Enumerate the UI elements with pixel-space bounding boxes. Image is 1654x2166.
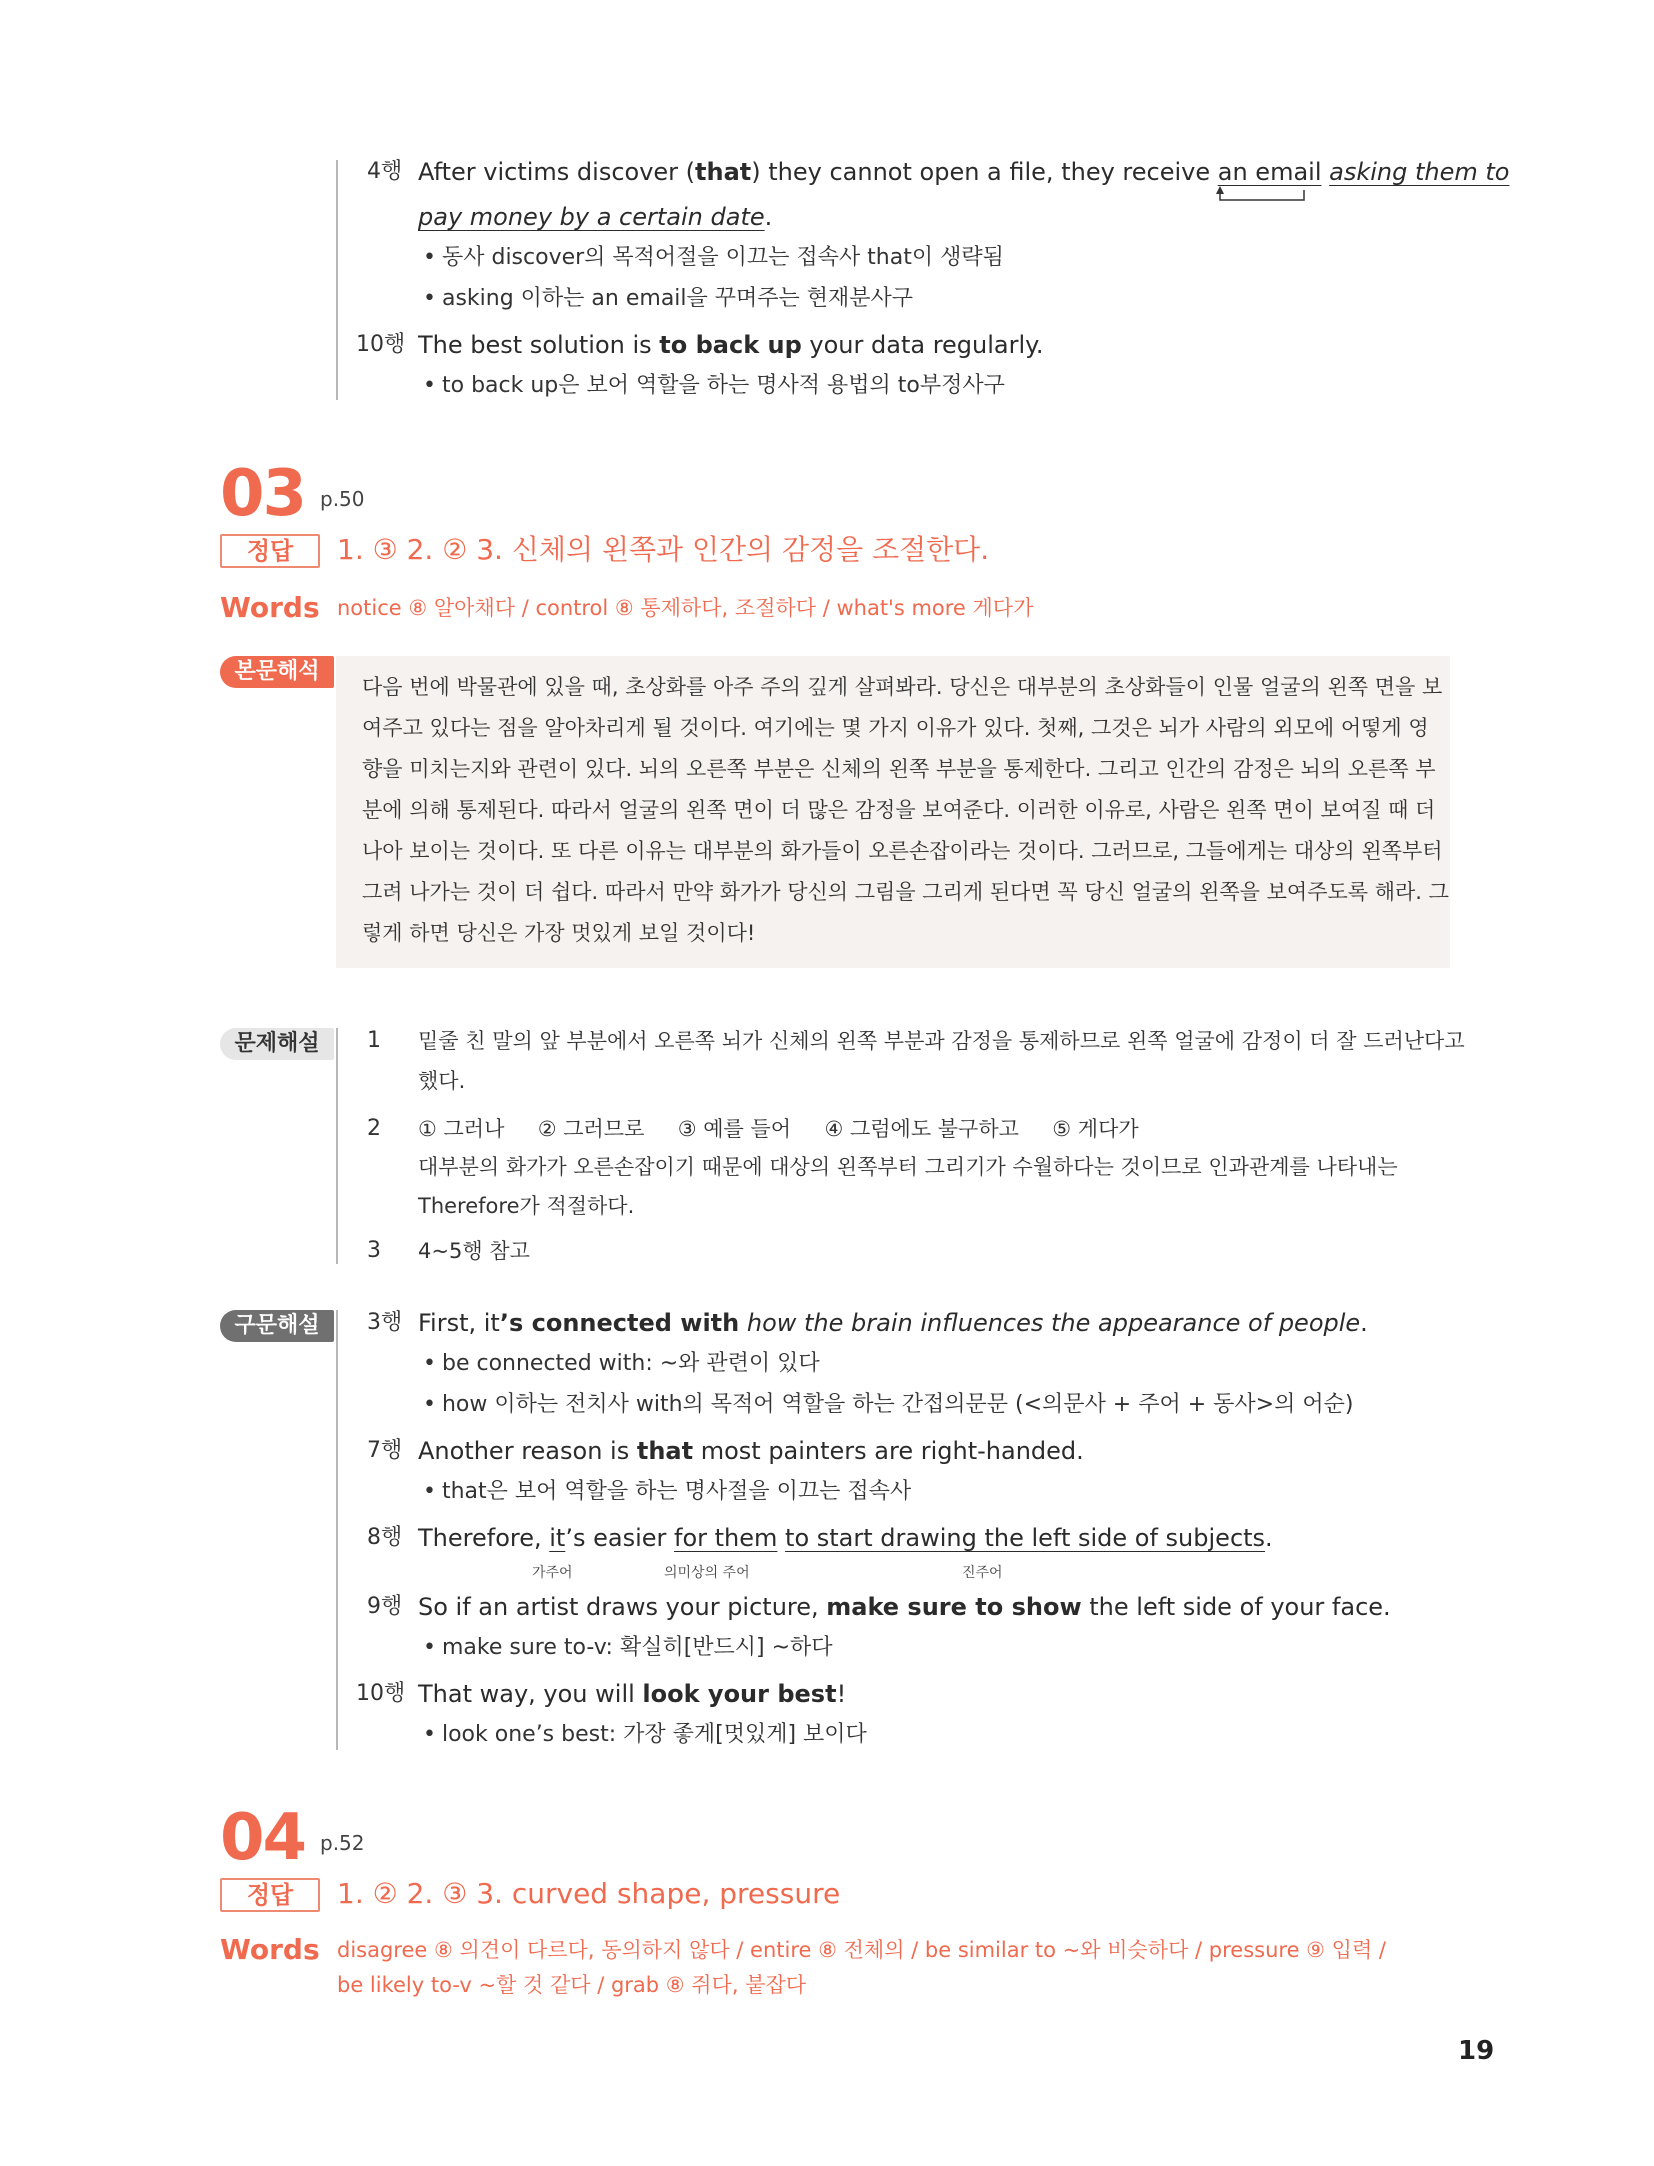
translation-line: 렇게 하면 당신은 가장 멋있게 보일 것이다! — [362, 921, 756, 945]
syntax-sentence-7: Another reason is that most painters are right-handed. — [418, 1437, 1084, 1465]
words-text-03: notice ⑧ 알아채다 / control ⑧ 통제하다, 조절하다 / what's more 게다가 — [337, 596, 1034, 620]
sentence-line-10: The best solution is to back up your data regularly. — [418, 331, 1044, 359]
q2-line: Therefore가 적절하다. — [418, 1194, 635, 1218]
words-text-04: disagree ⑧ 의견이 다르다, 동의하지 않다 / entire ⑧ 전체의 / be similar to ~와 비슷하다 / pressure ⑨ 입력 / — [337, 1938, 1386, 1962]
q3-number: 3 — [367, 1238, 381, 1263]
q2-line: 대부분의 화가가 오른손잡이기 때문에 대상의 왼쪽부터 그리기가 수월하다는 것이므로 인과관계를 나타내는 — [418, 1155, 1398, 1179]
real-subject-label: 진주어 — [962, 1565, 1003, 1581]
q2-number: 2 — [367, 1116, 381, 1141]
answer-text-03: 1. ③ 2. ② 3. 신체의 왼쪽과 인간의 감정을 조절한다. — [337, 533, 990, 566]
answer-label-04: 정답 — [220, 1878, 320, 1912]
line-ref-10: 10행 — [356, 332, 406, 357]
section-number-04: 04 — [220, 1801, 306, 1875]
sentence-line-4-cont: pay money by a certain date. — [418, 203, 773, 231]
syntax-line-ref-3: 3행 — [367, 1310, 403, 1335]
dummy-subject-label: 가주어 — [532, 1565, 573, 1581]
syntax-sentence-8: Therefore, it’s easier for them to start drawing the left side of subjects. — [418, 1524, 1273, 1552]
section-number-03: 03 — [220, 457, 306, 531]
words-label-04: Words — [220, 1933, 320, 1966]
syntax-sentence-3: First, it’s connected with how the brain influences the appearance of people. — [418, 1309, 1368, 1337]
sentence-line-4: After victims discover (that) they cannot open a file, they receive an email asking them to — [418, 158, 1510, 186]
syntax-rule — [336, 1310, 338, 1750]
top-block-rule — [336, 160, 338, 400]
note-discover: • 동사 discover의 목적어절을 이끄는 접속사 that이 생략됨 — [423, 243, 1004, 273]
note-to-back-up: • to back up은 보어 역할을 하는 명사적 용법의 to부정사구 — [423, 371, 1005, 401]
syntax-line-ref-8: 8행 — [367, 1525, 403, 1550]
translation-line: 나아 보이는 것이다. 또 다른 이유는 대부분의 화가들이 오른손잡이라는 것이다. 그러므로, 그들에게는 대상의 왼쪽부터 — [362, 839, 1443, 863]
syntax-line-ref-10: 10행 — [356, 1681, 406, 1706]
syntax-label: 구문해설 — [220, 1310, 334, 1342]
translation-line: 다음 번에 박물관에 있을 때, 초상화를 아주 주의 깊게 살펴봐라. 당신은 대부분의 초상화들이 인물 얼굴의 왼쪽 면을 보 — [362, 675, 1443, 699]
section-page-ref-04: p.52 — [320, 1831, 365, 1855]
sense-subject-label: 의미상의 주어 — [664, 1565, 750, 1581]
syntax-note: • that은 보어 역할을 하는 명사절을 이끄는 접속사 — [423, 1477, 911, 1507]
words-text-04: be likely to-v ~할 것 같다 / grab ⑧ 쥐다, 붙잡다 — [337, 1973, 807, 1997]
answer-label-03: 정답 — [220, 534, 320, 568]
note-asking: • asking 이하는 an email을 꾸며주는 현재분사구 — [423, 284, 913, 314]
syntax-note: • look one’s best: 가장 좋게[멋있게] 보이다 — [423, 1720, 867, 1750]
syntax-sentence-10: That way, you will look your best! — [418, 1680, 847, 1708]
translation-line: 분에 의해 통제된다. 따라서 얼굴의 왼쪽 면이 더 많은 감정을 보여준다. 이러한 이유로, 사람은 왼쪽 면이 보여질 때 더 — [362, 798, 1436, 822]
syntax-note: • be connected with: ~와 관련이 있다 — [423, 1349, 820, 1379]
translation-box — [336, 656, 1450, 968]
section-page-ref-03: p.50 — [320, 487, 365, 511]
translation-line: 여주고 있다는 점을 알아차리게 될 것이다. 여기에는 몇 가지 이유가 있다. 첫째, 그것은 뇌가 사람의 외모에 어떻게 영 — [362, 716, 1429, 740]
q1-line: 밑줄 친 말의 앞 부분에서 오른쪽 뇌가 신체의 왼쪽 부분과 감정을 통제하므로 왼쪽 얼굴에 감정이 더 잘 드러난다고 — [418, 1029, 1465, 1053]
syntax-sentence-9: So if an artist draws your picture, make sure to show the left side of your face. — [418, 1593, 1391, 1621]
q1-number: 1 — [367, 1028, 381, 1053]
syntax-note: • make sure to-v: 확실히[반드시] ~하다 — [423, 1633, 833, 1663]
translation-line: 향을 미치는지와 관련이 있다. 뇌의 오른쪽 부분은 신체의 왼쪽 부분을 통제한다. 그리고 인간의 감정은 뇌의 오른쪽 부 — [362, 757, 1436, 781]
page-number: 19 — [1458, 2036, 1495, 2066]
q3-text: 4~5행 참고 — [418, 1239, 530, 1263]
line-ref-4: 4행 — [367, 159, 403, 184]
translation-label: 본문해석 — [220, 656, 334, 688]
answer-text-04: 1. ② 2. ③ 3. curved shape, pressure — [337, 1877, 841, 1910]
q1-line: 했다. — [418, 1069, 466, 1093]
syntax-line-ref-9: 9행 — [367, 1594, 403, 1619]
syntax-note: • how 이하는 전치사 with의 목적어 역할을 하는 간접의문문 (<의문사 + 주어 + 동사>의 어순) — [423, 1390, 1353, 1420]
q2-options: ① 그러나 ② 그러므로 ③ 예를 들어 ④ 그럼에도 불구하고 ⑤ 게다가 — [418, 1117, 1139, 1141]
qa-rule — [336, 1028, 338, 1264]
qa-label: 문제해설 — [220, 1028, 334, 1060]
syntax-line-ref-7: 7행 — [367, 1438, 403, 1463]
modifier-arrow — [1216, 186, 1310, 208]
translation-line: 그려 나가는 것이 더 쉽다. 따라서 만약 화가가 당신의 그림을 그리게 된다면 꼭 당신 얼굴의 왼쪽을 보여주도록 해라. 그 — [362, 880, 1449, 904]
words-label-03: Words — [220, 591, 320, 624]
